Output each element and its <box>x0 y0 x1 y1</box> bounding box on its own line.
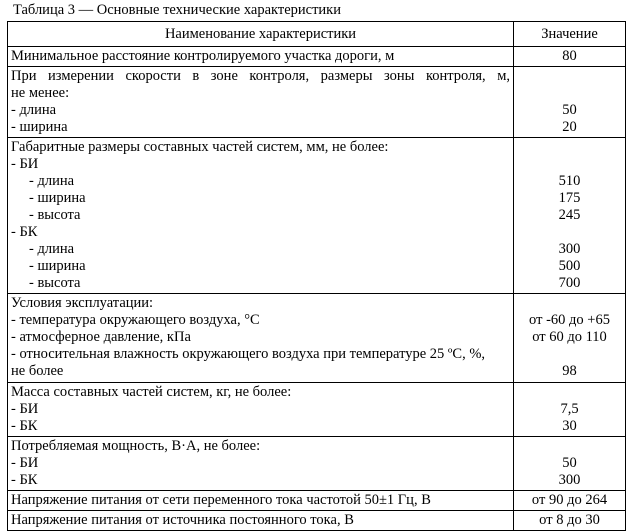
row-label-line: - длина <box>29 173 75 189</box>
row-value-line <box>517 68 622 85</box>
row-label-line: Габаритные размеры составных частей систем, мм, не более: <box>11 139 389 155</box>
row-value-line: от -60 до +65 <box>529 312 610 328</box>
row-label-line: Минимальное расстояние контролируемого участка дороги, м <box>11 48 395 64</box>
row-value-line: 98 <box>562 363 577 379</box>
table-row <box>8 491 626 511</box>
row-value-line: от 90 до 264 <box>531 492 608 508</box>
row-label-line: - длина <box>11 102 57 118</box>
row-value-line <box>517 139 622 156</box>
row-label-line: - БИ <box>11 401 39 417</box>
row-value-line <box>517 224 622 241</box>
row-value-line <box>517 346 622 363</box>
row-value-line: 80 <box>562 48 577 64</box>
row-value-line: 30 <box>562 418 577 434</box>
row-label-line: - ширина <box>29 258 86 274</box>
row-value-line: 510 <box>558 173 581 189</box>
row-label-line: - высота <box>29 275 81 291</box>
column-header-name: Наименование характеристики <box>8 22 514 47</box>
row-value-line: 700 <box>558 275 581 291</box>
row-label-line: - БК <box>11 418 38 434</box>
column-header-value: Значение <box>514 22 626 47</box>
row-value-line: от 60 до 110 <box>532 329 607 345</box>
row-label-line: - БИ <box>11 156 39 172</box>
row-value-line: 20 <box>562 119 577 135</box>
row-label-line: - ширина <box>29 190 86 206</box>
row-value-line: 50 <box>562 102 577 118</box>
row-value-line <box>517 438 622 455</box>
table-row <box>8 47 626 67</box>
row-value-line <box>517 384 622 401</box>
row-value-line: 300 <box>558 241 581 257</box>
row-label-line: Потребляемая мощность, В·А, не более: <box>11 438 261 454</box>
row-label-line: не более <box>11 363 64 379</box>
row-label-line: - БК <box>11 472 38 488</box>
row-label-line: Напряжение питания от сети переменного тока частотой 50±1 Гц, В <box>11 492 431 508</box>
row-value-line <box>517 156 622 173</box>
table-row <box>8 67 626 138</box>
row-value-line: 500 <box>558 258 581 274</box>
table-row <box>8 511 626 531</box>
characteristics-table <box>7 21 626 531</box>
row-label-line: Масса составных частей систем, кг, не более: <box>11 384 292 400</box>
row-value-line: 175 <box>558 190 581 206</box>
row-label-line: - БИ <box>11 455 39 471</box>
table-header-row <box>8 22 626 47</box>
row-label-line: Условия эксплуатации: <box>11 295 154 311</box>
row-label-line: - атмосферное давление, кПа <box>11 329 191 345</box>
row-label-line: При измерении скорости в зоне контроля, размеры зоны контроля, м, <box>11 68 510 84</box>
table-row <box>8 437 626 491</box>
row-label-line: - БК <box>11 224 38 240</box>
row-value-line: 300 <box>558 472 581 488</box>
table-row <box>8 138 626 294</box>
row-value-line <box>517 295 622 312</box>
row-value-line: 7,5 <box>560 401 579 417</box>
row-label-line: - температура окружающего воздуха, °С <box>11 312 260 328</box>
table-row <box>8 294 626 383</box>
row-value-line <box>517 85 622 102</box>
row-label-line: не менее: <box>11 85 70 101</box>
row-label-line: Напряжение питания от источника постоянного тока, В <box>11 512 354 528</box>
table-caption: Таблица 3 — Основные технические характеристики <box>13 2 341 18</box>
row-label-line: - ширина <box>11 119 68 135</box>
row-label-line: - относительная влажность окружающего воздуха при температуре 25 ºС, %, <box>11 346 486 362</box>
row-value-line: от 8 до 30 <box>539 512 600 528</box>
row-value-line: 245 <box>558 207 581 223</box>
row-value-line: 50 <box>562 455 577 471</box>
table-row <box>8 383 626 437</box>
row-label-line: - длина <box>29 241 75 257</box>
row-label-line: - высота <box>29 207 81 223</box>
